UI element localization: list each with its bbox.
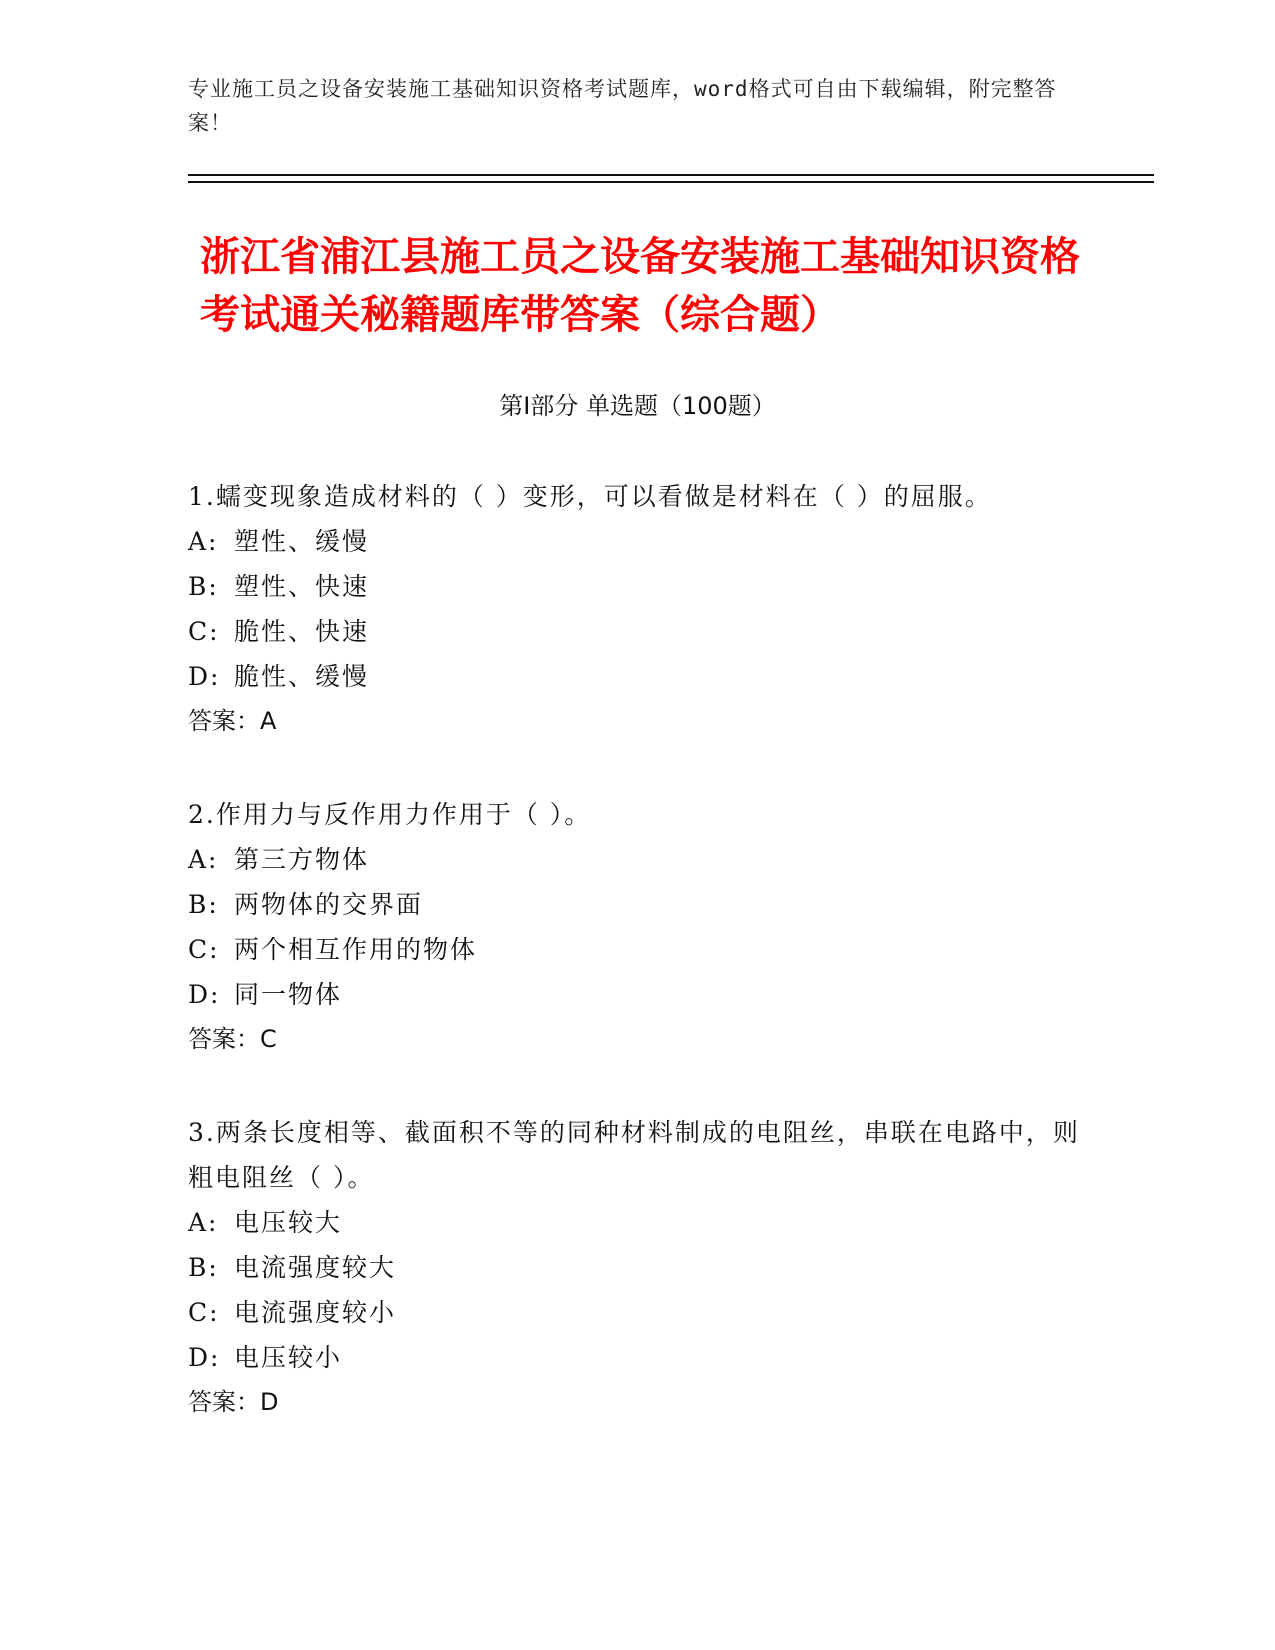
option-d xyxy=(188,972,1088,1017)
question-stem: 3.两条长度相等、截面积不等的同种材料制成的电阻丝，串联在电路中，则粗电阻丝（ ）。 xyxy=(188,1118,1080,1192)
option-text: 两个相互作用的物体 xyxy=(234,935,478,964)
option-text: 塑性、快速 xyxy=(234,572,370,601)
option-text: 第三方物体 xyxy=(234,845,370,874)
option-key: B: xyxy=(188,1253,219,1282)
option-text: 电流强度较大 xyxy=(234,1253,397,1282)
option-a xyxy=(188,837,1088,882)
option-text: 脆性、快速 xyxy=(234,617,370,646)
answer-line: 答案：D xyxy=(188,1388,279,1416)
option-text: 脆性、缓慢 xyxy=(234,662,370,691)
option-b xyxy=(188,882,1088,927)
option-text: 同一物体 xyxy=(234,980,343,1009)
option-text: 塑性、缓慢 xyxy=(234,527,370,556)
option-a xyxy=(188,519,1088,564)
option-text: 电流强度较小 xyxy=(234,1298,397,1327)
option-b xyxy=(188,564,1088,609)
option-c xyxy=(188,1290,1088,1335)
option-key: C: xyxy=(188,1298,220,1327)
option-key: A: xyxy=(188,1208,219,1237)
option-c xyxy=(188,927,1088,972)
question-3 xyxy=(188,1110,1088,1425)
option-a xyxy=(188,1200,1088,1245)
option-key: D: xyxy=(188,1343,221,1372)
question-stem: 1.蠕变现象造成材料的（ ）变形，可以看做是材料在（ ）的屈服。 xyxy=(188,482,992,511)
option-key: C: xyxy=(188,935,220,964)
document-title: 浙江省浦江县施工员之设备安装施工基础知识资格考试通关秘籍题库带答案（综合题） xyxy=(200,234,1080,338)
header-divider-bottom xyxy=(188,181,1154,183)
option-key: D: xyxy=(188,662,221,691)
option-key: C: xyxy=(188,617,220,646)
question-2 xyxy=(188,792,1088,1062)
question-stem: 2.作用力与反作用力作用于（ ）。 xyxy=(188,800,592,829)
option-key: B: xyxy=(188,890,219,919)
option-d xyxy=(188,1335,1088,1380)
question-1 xyxy=(188,474,1088,744)
header-note: 专业施工员之设备安装施工基础知识资格考试题库，word格式可自由下载编辑，附完整答案！ xyxy=(188,77,1057,135)
option-key: A: xyxy=(188,527,219,556)
answer-line: 答案：C xyxy=(188,1025,277,1053)
option-text: 电压较小 xyxy=(234,1343,343,1372)
option-text: 两物体的交界面 xyxy=(234,890,424,919)
header-divider-top xyxy=(188,174,1154,176)
section-title: 第Ⅰ部分 单选题（100题） xyxy=(499,392,776,420)
option-d xyxy=(188,654,1088,699)
answer-line: 答案：A xyxy=(188,707,277,735)
option-c xyxy=(188,609,1088,654)
option-b xyxy=(188,1245,1088,1290)
option-key: D: xyxy=(188,980,221,1009)
option-key: A: xyxy=(188,845,219,874)
option-key: B: xyxy=(188,572,219,601)
option-text: 电压较大 xyxy=(234,1208,343,1237)
